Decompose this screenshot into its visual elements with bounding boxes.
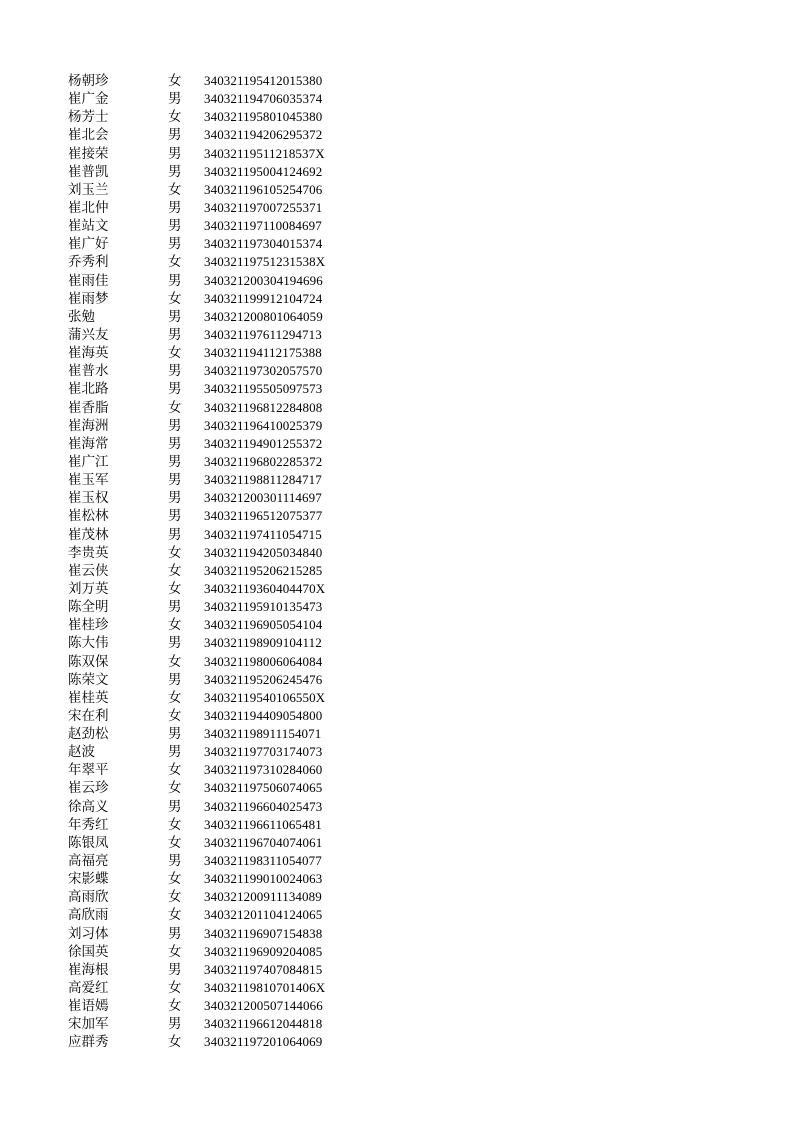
table-row xyxy=(0,743,793,761)
name-cell: 崔北会 xyxy=(68,127,109,144)
id-number-cell: 340321201104124065 xyxy=(204,907,323,923)
name-cell: 刘习体 xyxy=(68,925,109,942)
table-row xyxy=(0,816,793,834)
name-cell: 陈全明 xyxy=(68,599,109,616)
gender-cell: 男 xyxy=(168,363,182,380)
name-cell: 高爱红 xyxy=(68,980,109,997)
gender-cell: 男 xyxy=(168,853,182,870)
table-row xyxy=(0,181,793,199)
id-number-cell: 340321198311054077 xyxy=(204,853,322,869)
gender-cell: 女 xyxy=(168,562,182,579)
gender-cell: 男 xyxy=(168,199,182,216)
name-cell: 刘玉兰 xyxy=(68,181,109,198)
id-number-cell: 340321196905054104 xyxy=(204,617,323,633)
table-row xyxy=(0,145,793,163)
id-number-cell: 340321195910135473 xyxy=(204,599,323,615)
table-row xyxy=(0,634,793,652)
table-row xyxy=(0,616,793,634)
gender-cell: 男 xyxy=(168,599,182,616)
name-cell: 崔玉权 xyxy=(68,490,109,507)
table-row xyxy=(0,1033,793,1051)
gender-cell: 男 xyxy=(168,508,182,525)
id-number-cell: 340321196909204085 xyxy=(204,943,323,959)
table-row xyxy=(0,362,793,380)
gender-cell: 女 xyxy=(168,653,182,670)
gender-cell: 男 xyxy=(168,145,182,162)
id-number-cell: 340321196611065481 xyxy=(204,816,322,832)
name-cell: 杨芳士 xyxy=(68,109,109,126)
name-cell: 崔广好 xyxy=(68,236,109,253)
gender-cell: 男 xyxy=(168,435,182,452)
name-cell: 宋加军 xyxy=(68,1016,109,1033)
id-number-cell: 340321197007255371 xyxy=(204,199,323,215)
table-row xyxy=(0,943,793,961)
name-cell: 崔海英 xyxy=(68,345,109,362)
name-cell: 崔普凯 xyxy=(68,163,109,180)
gender-cell: 女 xyxy=(168,345,182,362)
gender-cell: 女 xyxy=(168,399,182,416)
gender-cell: 女 xyxy=(168,290,182,307)
id-number-cell: 340321198911154071 xyxy=(204,726,322,742)
name-cell: 年秀红 xyxy=(68,816,109,833)
id-number-cell: 34032119360404470X xyxy=(204,580,326,596)
name-cell: 崔茂林 xyxy=(68,526,109,543)
id-number-cell: 340321200301114697 xyxy=(204,490,322,506)
name-cell: 崔海根 xyxy=(68,961,109,978)
gender-cell: 男 xyxy=(168,635,182,652)
gender-cell: 男 xyxy=(168,127,182,144)
table-row xyxy=(0,217,793,235)
gender-cell: 女 xyxy=(168,816,182,833)
gender-cell: 男 xyxy=(168,961,182,978)
table-row xyxy=(0,435,793,453)
name-cell: 杨朝珍 xyxy=(68,73,109,89)
gender-cell: 男 xyxy=(168,326,182,343)
gender-cell: 女 xyxy=(168,980,182,997)
name-cell: 崔北路 xyxy=(68,381,109,398)
id-number-cell: 340321195206215285 xyxy=(204,562,323,578)
id-number-cell: 340321194205034840 xyxy=(204,544,323,560)
name-cell: 崔桂珍 xyxy=(68,617,109,634)
table-row xyxy=(0,671,793,689)
id-number-cell: 340321194706035374 xyxy=(204,91,323,107)
name-cell: 陈大伟 xyxy=(68,635,109,652)
table-row xyxy=(0,326,793,344)
gender-cell: 女 xyxy=(168,689,182,706)
id-number-cell: 340321196512075377 xyxy=(204,508,323,524)
table-row xyxy=(0,344,793,362)
name-cell: 高雨欣 xyxy=(68,889,109,906)
gender-cell: 男 xyxy=(168,472,182,489)
gender-cell: 男 xyxy=(168,1016,182,1033)
table-row xyxy=(0,507,793,525)
table-row xyxy=(0,906,793,924)
id-number-cell: 340321195004124692 xyxy=(204,163,323,179)
name-cell: 崔雨佳 xyxy=(68,272,109,289)
table-row xyxy=(0,653,793,671)
gender-cell: 男 xyxy=(168,798,182,815)
gender-cell: 男 xyxy=(168,381,182,398)
name-cell: 崔云珍 xyxy=(68,780,109,797)
id-number-cell: 34032119540106550X xyxy=(204,689,326,705)
id-number-cell: 340321196907154838 xyxy=(204,925,323,941)
name-cell: 崔海洲 xyxy=(68,417,109,434)
id-number-cell: 340321194112175388 xyxy=(204,345,322,361)
id-number-cell: 340321200507144066 xyxy=(204,998,323,1014)
id-number-cell: 340321196612044818 xyxy=(204,1016,323,1032)
person-list xyxy=(0,72,793,1052)
name-cell: 应群秀 xyxy=(68,1034,109,1051)
gender-cell: 男 xyxy=(168,218,182,235)
table-row xyxy=(0,761,793,779)
id-number-cell: 340321196604025473 xyxy=(204,798,323,814)
table-row xyxy=(0,925,793,943)
name-cell: 崔普水 xyxy=(68,363,109,380)
table-row xyxy=(0,253,793,271)
name-cell: 徐国英 xyxy=(68,943,109,960)
id-number-cell: 34032119751231538X xyxy=(204,254,326,270)
table-row xyxy=(0,852,793,870)
table-row xyxy=(0,562,793,580)
id-number-cell: 340321194409054800 xyxy=(204,707,323,723)
id-number-cell: 340321200911134089 xyxy=(204,889,322,905)
name-cell: 张勉 xyxy=(68,308,95,325)
id-number-cell: 340321195801045380 xyxy=(204,109,323,125)
gender-cell: 男 xyxy=(168,163,182,180)
table-row xyxy=(0,272,793,290)
id-number-cell: 340321197201064069 xyxy=(204,1034,323,1050)
table-row xyxy=(0,834,793,852)
gender-cell: 男 xyxy=(168,453,182,470)
gender-cell: 女 xyxy=(168,617,182,634)
table-row xyxy=(0,417,793,435)
gender-cell: 男 xyxy=(168,272,182,289)
gender-cell: 女 xyxy=(168,73,182,89)
gender-cell: 女 xyxy=(168,889,182,906)
gender-cell: 女 xyxy=(168,707,182,724)
gender-cell: 女 xyxy=(168,780,182,797)
gender-cell: 男 xyxy=(168,91,182,108)
id-number-cell: 340321197411054715 xyxy=(204,526,322,542)
table-row xyxy=(0,163,793,181)
name-cell: 年翠平 xyxy=(68,762,109,779)
table-row xyxy=(0,90,793,108)
gender-cell: 男 xyxy=(168,236,182,253)
table-row xyxy=(0,779,793,797)
id-number-cell: 340321197611294713 xyxy=(204,326,322,342)
gender-cell: 女 xyxy=(168,1034,182,1051)
name-cell: 崔语嫣 xyxy=(68,998,109,1015)
id-number-cell: 340321194206295372 xyxy=(204,127,323,143)
id-number-cell: 340321197703174073 xyxy=(204,744,323,760)
name-cell: 陈双保 xyxy=(68,653,109,670)
name-cell: 崔桂英 xyxy=(68,689,109,706)
id-number-cell: 340321195412015380 xyxy=(204,73,323,88)
table-row xyxy=(0,997,793,1015)
table-row xyxy=(0,544,793,562)
name-cell: 崔北仲 xyxy=(68,199,109,216)
table-row xyxy=(0,126,793,144)
id-number-cell: 340321200801064059 xyxy=(204,308,323,324)
table-row xyxy=(0,235,793,253)
table-row xyxy=(0,979,793,997)
gender-cell: 男 xyxy=(168,726,182,743)
name-cell: 徐高义 xyxy=(68,798,109,815)
id-number-cell: 340321196812284808 xyxy=(204,399,323,415)
table-row xyxy=(0,290,793,308)
table-row xyxy=(0,489,793,507)
gender-cell: 女 xyxy=(168,834,182,851)
id-number-cell: 340321197310284060 xyxy=(204,762,323,778)
table-row xyxy=(0,689,793,707)
name-cell: 高福亮 xyxy=(68,853,109,870)
table-row xyxy=(0,870,793,888)
gender-cell: 女 xyxy=(168,943,182,960)
id-number-cell: 340321196704074061 xyxy=(204,834,323,850)
name-cell: 崔海常 xyxy=(68,435,109,452)
name-cell: 崔接荣 xyxy=(68,145,109,162)
gender-cell: 女 xyxy=(168,181,182,198)
table-row xyxy=(0,1015,793,1033)
table-row xyxy=(0,725,793,743)
name-cell: 宋在利 xyxy=(68,707,109,724)
id-number-cell: 340321196410025379 xyxy=(204,417,323,433)
table-row xyxy=(0,598,793,616)
id-number-cell: 340321199912104724 xyxy=(204,290,323,306)
name-cell: 赵波 xyxy=(68,744,95,761)
gender-cell: 男 xyxy=(168,925,182,942)
gender-cell: 女 xyxy=(168,580,182,597)
table-row xyxy=(0,707,793,725)
name-cell: 崔玉军 xyxy=(68,472,109,489)
table-row xyxy=(0,526,793,544)
name-cell: 崔香脂 xyxy=(68,399,109,416)
table-row xyxy=(0,199,793,217)
gender-cell: 男 xyxy=(168,744,182,761)
table-row xyxy=(0,471,793,489)
table-row xyxy=(0,798,793,816)
gender-cell: 男 xyxy=(168,308,182,325)
id-number-cell: 340321198006064084 xyxy=(204,653,323,669)
name-cell: 乔秀利 xyxy=(68,254,109,271)
table-row xyxy=(0,961,793,979)
gender-cell: 男 xyxy=(168,671,182,688)
id-number-cell: 340321198909104112 xyxy=(204,635,322,651)
name-cell: 赵劲松 xyxy=(68,726,109,743)
name-cell: 蒲兴友 xyxy=(68,326,109,343)
id-number-cell: 340321197110084697 xyxy=(204,218,322,234)
name-cell: 李贵英 xyxy=(68,544,109,561)
gender-cell: 女 xyxy=(168,762,182,779)
name-cell: 刘万英 xyxy=(68,580,109,597)
id-number-cell: 340321195505097573 xyxy=(204,381,323,397)
name-cell: 崔广金 xyxy=(68,91,109,108)
gender-cell: 女 xyxy=(168,254,182,271)
table-row xyxy=(0,308,793,326)
name-cell: 崔站文 xyxy=(68,218,109,235)
gender-cell: 女 xyxy=(168,998,182,1015)
gender-cell: 女 xyxy=(168,907,182,924)
gender-cell: 男 xyxy=(168,490,182,507)
gender-cell: 女 xyxy=(168,109,182,126)
id-number-cell: 340321200304194696 xyxy=(204,272,323,288)
id-number-cell: 340321197407084815 xyxy=(204,961,323,977)
table-row xyxy=(0,380,793,398)
name-cell: 崔雨梦 xyxy=(68,290,109,307)
id-number-cell: 340321198811284717 xyxy=(204,472,322,488)
name-cell: 陈荣文 xyxy=(68,671,109,688)
gender-cell: 男 xyxy=(168,417,182,434)
id-number-cell: 340321199010024063 xyxy=(204,871,323,887)
table-row xyxy=(0,72,793,90)
name-cell: 高欣雨 xyxy=(68,907,109,924)
table-row xyxy=(0,108,793,126)
gender-cell: 女 xyxy=(168,871,182,888)
id-number-cell: 340321194901255372 xyxy=(204,435,323,451)
id-number-cell: 340321197302057570 xyxy=(204,363,323,379)
id-number-cell: 340321197506074065 xyxy=(204,780,323,796)
id-number-cell: 340321196105254706 xyxy=(204,181,323,197)
name-cell: 崔松林 xyxy=(68,508,109,525)
name-cell: 崔广江 xyxy=(68,453,109,470)
id-number-cell: 340321195206245476 xyxy=(204,671,323,687)
table-row xyxy=(0,399,793,417)
name-cell: 宋影蝶 xyxy=(68,871,109,888)
table-row xyxy=(0,888,793,906)
id-number-cell: 34032119511218537X xyxy=(204,145,325,161)
gender-cell: 男 xyxy=(168,526,182,543)
name-cell: 陈银凤 xyxy=(68,834,109,851)
id-number-cell: 34032119810701406X xyxy=(204,980,326,996)
gender-cell: 女 xyxy=(168,544,182,561)
name-cell: 崔云侠 xyxy=(68,562,109,579)
id-number-cell: 340321196802285372 xyxy=(204,453,323,469)
table-row xyxy=(0,453,793,471)
table-row xyxy=(0,580,793,598)
id-number-cell: 340321197304015374 xyxy=(204,236,323,252)
